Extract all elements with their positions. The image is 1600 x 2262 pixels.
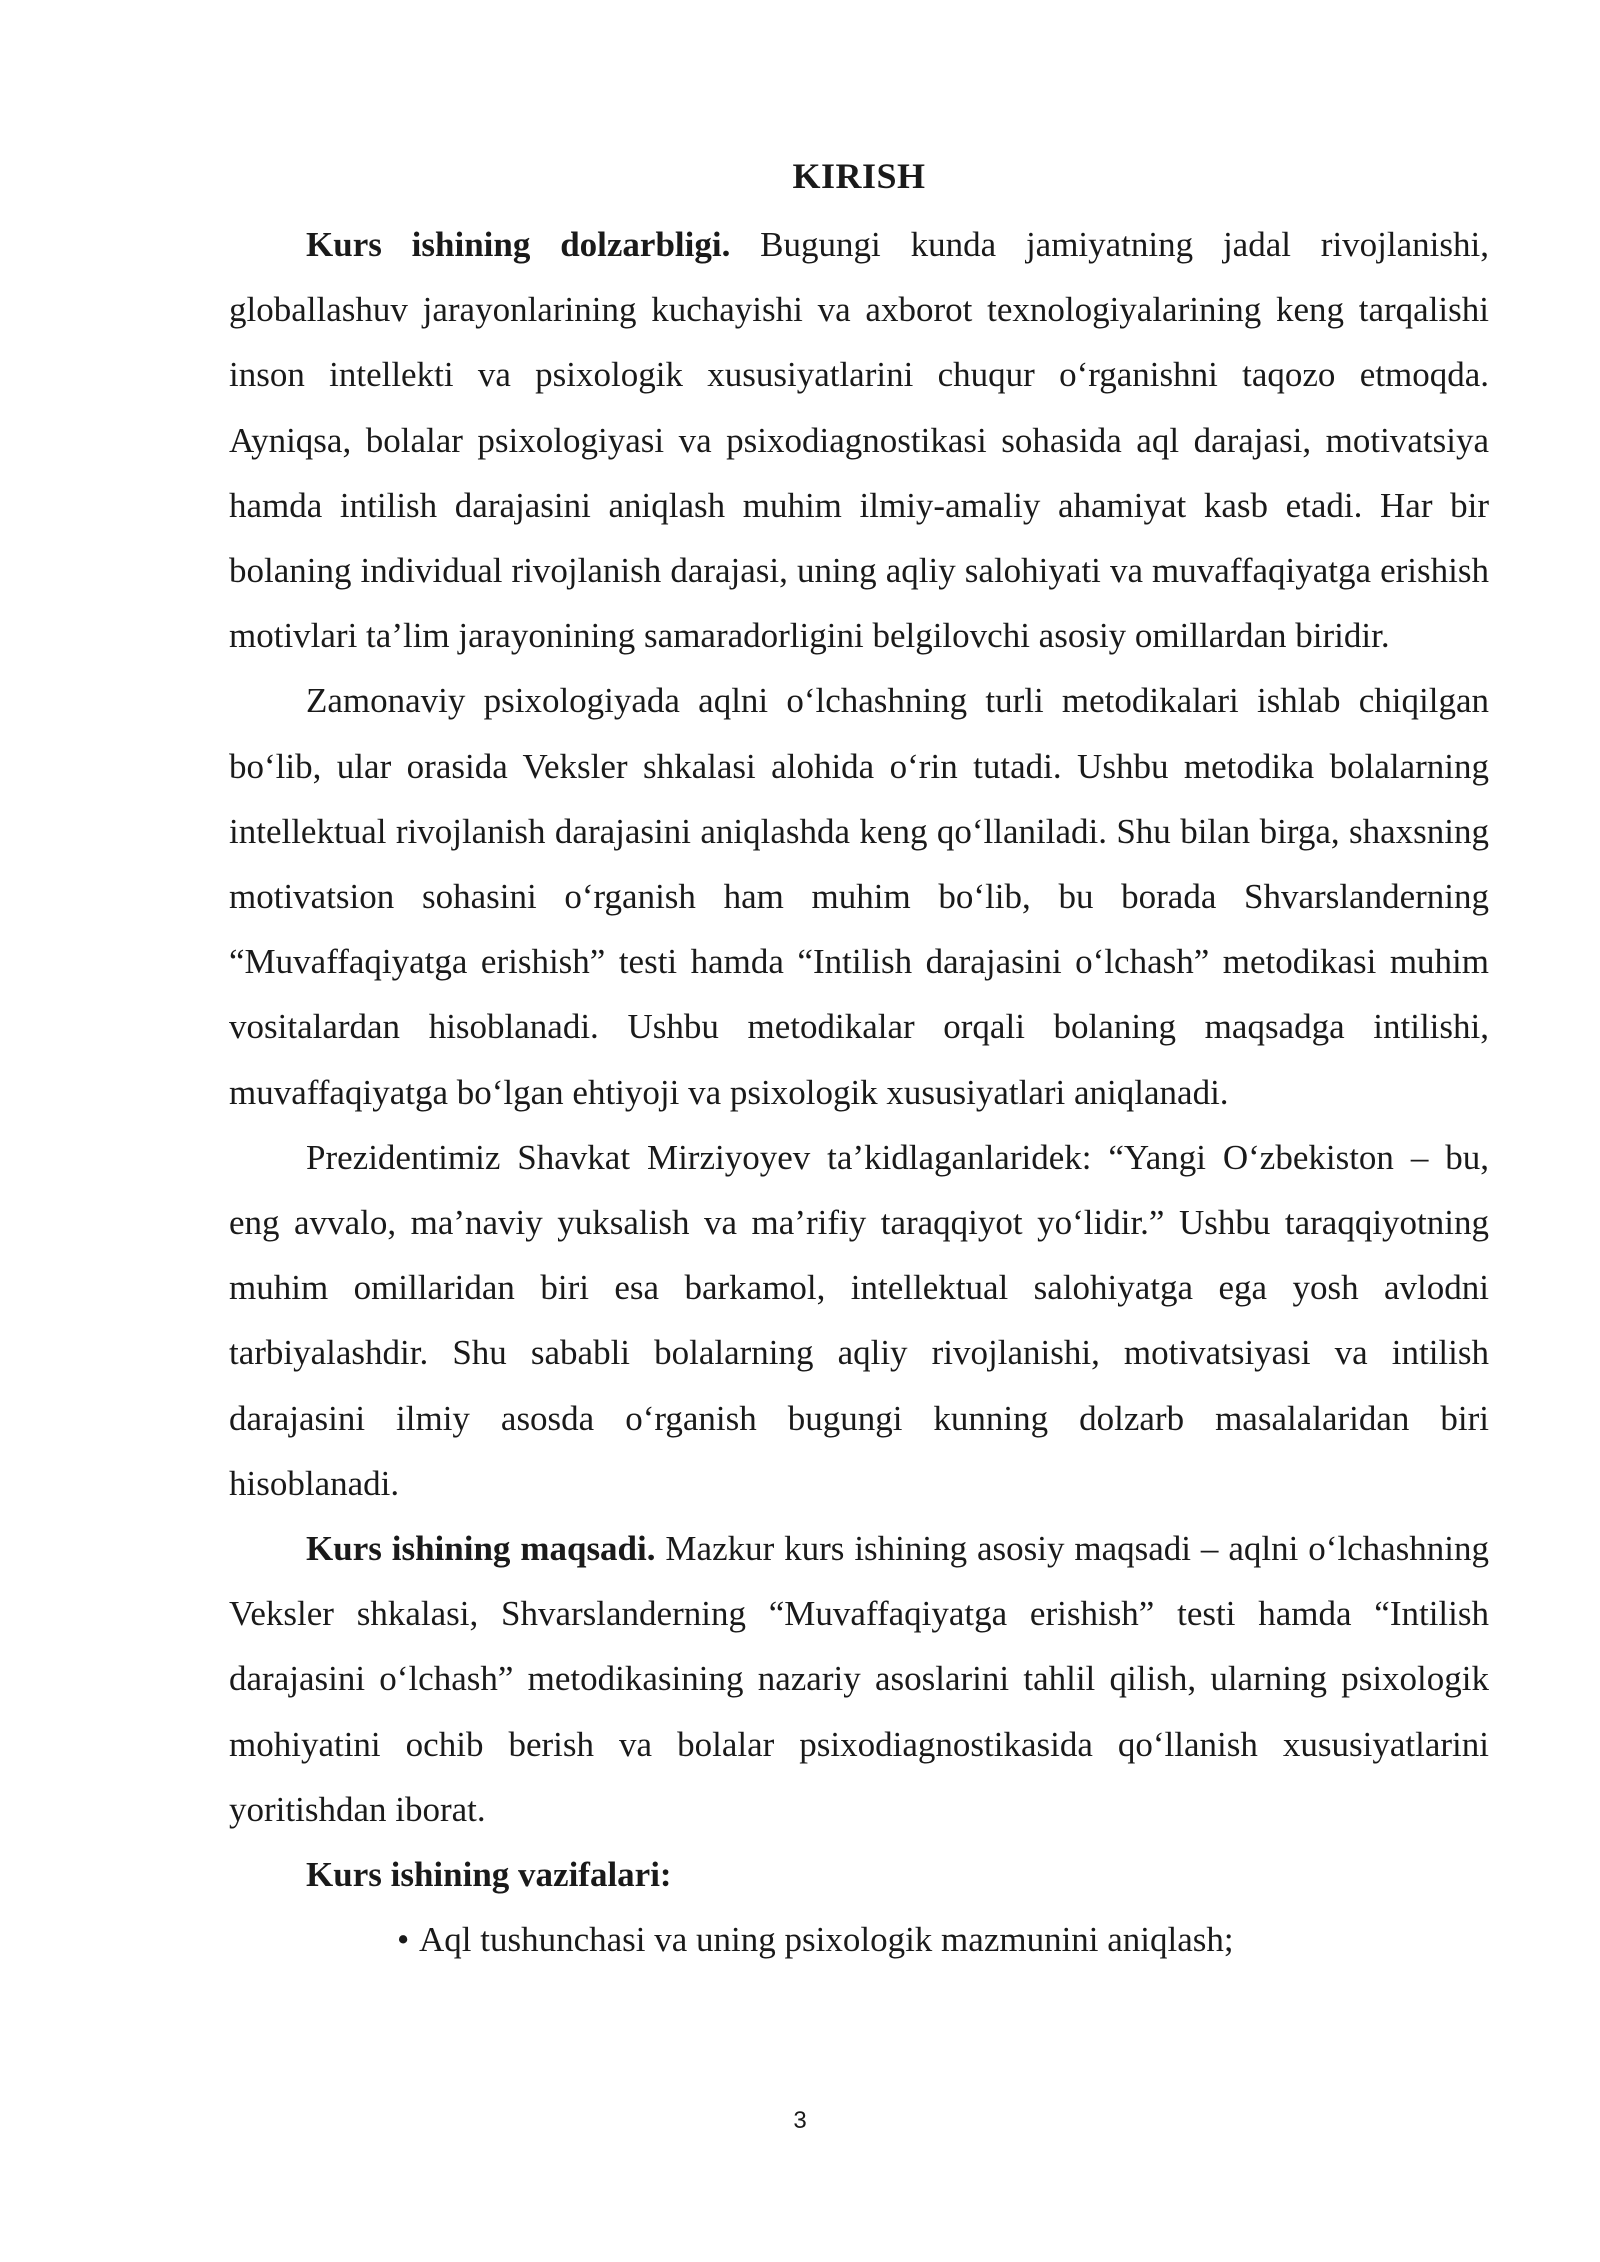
list-item-text: Aql tushunchasi va uning psixologik mazmunini aniqlash;: [419, 1920, 1234, 1960]
page-title: KIRISH: [792, 156, 926, 196]
paragraph-lead: Kurs ishining dolzarbligi.: [306, 225, 731, 264]
paragraph-text: Zamonaviy psixologiyada aqlni o‘lchashning turli metodikalari ishlab chiqilgan bo‘lib, ular orasida Veksler shkalasi alohida o‘rin tutadi. Ushbu metodika bolalarning intellektual rivojlanish darajasini aniqlashda keng qo‘llaniladi. Shu bilan birga, shaxsning motivatsion sohasini o‘rganish ham muhim bo‘lib, bu borada Shvarslanderning “Muvaffaqiyatga erishish” testi hamda “Intilish darajasini o‘lchash” metodikasi muhim vositalardan hisoblanadi. Ushbu metodikalar orqali bolaning maqsadga intilishi, muvaffaqiyatga bo‘lgan ehtiyoji va psixologik xususiyatlari aniqlanadi.: [229, 681, 1489, 1112]
tasks-list: [229, 1907, 1489, 1972]
list-item: [397, 1907, 1489, 1972]
paragraph-president-quote: [229, 1125, 1489, 1516]
paragraph-text: Mazkur kurs ishining asosiy maqsadi – aqlni o‘lchashning Veksler shkalasi, Shvarslanderning “Muvaffaqiyatga erishish” testi hamda “Intilish darajasini o‘lchash” metodikasining nazariy asoslarini tahlil qilish, ularning psixologik mohiyatini ochib berish va bolalar psixodiagnostikasida qo‘llanish xususiyatlarini yoritishdan iborat.: [229, 1529, 1489, 1829]
bullet-icon: •: [397, 1920, 410, 1960]
paragraph-lead: Kurs ishining maqsadi.: [306, 1529, 656, 1569]
paragraph-relevance: [229, 212, 1489, 668]
page-content: [229, 148, 1489, 1972]
page-number: 3: [793, 2107, 807, 2134]
tasks-heading: Kurs ishining vazifalari:: [306, 1855, 672, 1895]
paragraph-goal: [229, 1516, 1489, 1842]
paragraph-methods: [229, 668, 1489, 1124]
paragraph-text: Bugungi kunda jamiyatning jadal rivojlanishi, globallashuv jarayonlarining kuchayishi va axborot texnologiyalarining keng tarqalishi inson intellekti va psixologik xususiyatlarini chuqur o‘rganishni taqozo etmoqda. Ayniqsa, bolalar psixologiyasi va psixodiagnostikasi sohasida aql darajasi, motivatsiya hamda intilish darajasini aniqlash muhim ilmiy-amaliy ahamiyat kasb etadi. Har bir bolaning individual rivojlanish darajasi, uning aqliy salohiyati va muvaffaqiyatga erishish motivlari ta’lim jarayonining samaradorligini belgilovchi asosiy omillardan biridir.: [229, 225, 1489, 656]
paragraph-text: Prezidentimiz Shavkat Mirziyoyev ta’kidlaganlaridek: “Yangi O‘zbekiston – bu, eng avvalo, ma’naviy yuksalish va ma’rifiy taraqqiyot yo‘lidir.” Ushbu taraqqiyotning muhim omillaridan biri esa barkamol, intellektual salohiyatga ega yosh avlodni tarbiyalashdir. Shu sababli bolalarning aqliy rivojlanishi, motivatsiyasi va intilish darajasini ilmiy asosda o‘rganish bugungi kunning dolzarb masalalaridan biri hisoblanadi.: [229, 1137, 1489, 1503]
